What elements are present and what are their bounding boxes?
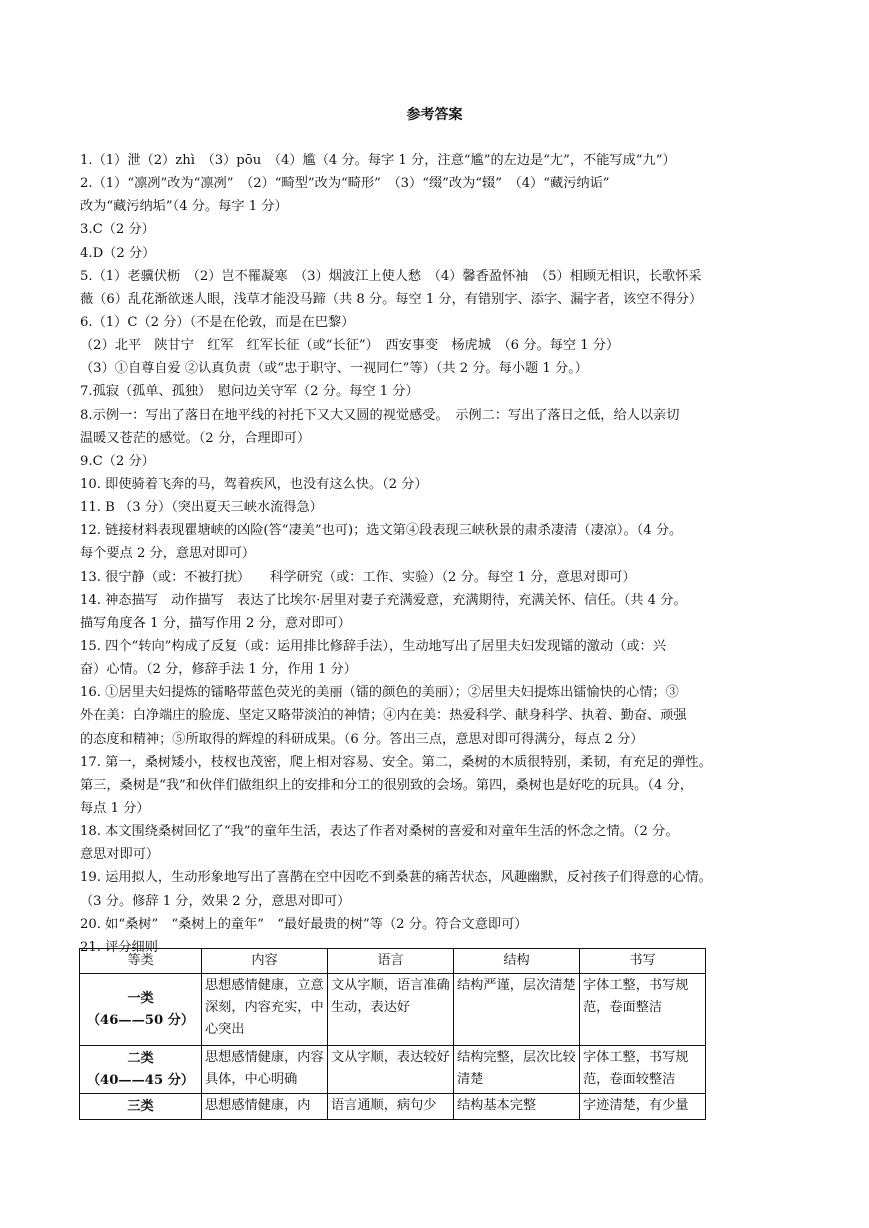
- language-cell: [328, 1046, 454, 1094]
- cell-text: 思想感情健康，内容具体，中心明确: [205, 1050, 324, 1087]
- answer-line: 奋）心情。（2 分，修辞手法 1 分，作用 1 分）: [80, 662, 357, 678]
- answer-line: 7.孤寂（孤单、孤独） 慰问边关守军（2 分。每空 1 分）: [80, 384, 419, 400]
- table-row: [80, 974, 706, 1046]
- answer-line: 14. 神态描写 动作描写 表达了比埃尔·居里对妻子充满爱意，充满期待，充满关怀、信任。（共 4 分。: [80, 592, 687, 608]
- answer-line: 12. 链接材料表现瞿塘峡的凶险(答“凄美”也可)；选文第④段表现三峡秋景的肃杀凄清（凄凉）。（4 分。: [80, 523, 683, 539]
- answer-line: 11. B （3 分）（突出夏天三峡水流得急）: [80, 500, 323, 516]
- cell-text: 结构基本完整: [457, 1098, 537, 1113]
- cell-text: 字体工整，书写规范，卷面较整洁: [583, 1050, 689, 1087]
- table-row: [80, 1046, 706, 1094]
- cell-text: 字迹清楚，有少量: [583, 1098, 689, 1113]
- level-cell: [80, 974, 202, 1046]
- answer-line: 13. 很宁静（或：不被打扰） 科学研究（或：工作、实验）（2 分。每空 1 分，意思对即可）: [80, 569, 636, 585]
- answer-line: 18. 本文围绕桑树回忆了“我”的童年生活，表达了作者对桑树的喜爱和对童年生活的怀念之情。（2 分。: [80, 824, 679, 840]
- structure-cell: [454, 974, 580, 1046]
- answer-line: 10. 即使骑着飞奔的马，驾着疾风，也没有这么快。（2 分）: [80, 476, 428, 492]
- cell-text: 结构严谨，层次清楚: [457, 978, 576, 993]
- level-name: 三类: [127, 1098, 154, 1114]
- answer-line: 21. 评分细则: [80, 939, 158, 955]
- answer-line: 意思对即可）: [80, 847, 160, 863]
- scoring-table: [79, 948, 706, 1120]
- answer-line: （3 分。修辞 1 分，效果 2 分，意思对即可）: [80, 893, 351, 909]
- answer-line: 外在美：白净端庄的脸庞、坚定又略带淡泊的神情；④内在美：热爱科学、献身科学、执着、勤奋、顽强: [80, 708, 687, 724]
- answer-line: 第三，桑树是“我”和伙伴们做组织上的安排和分工的很别致的会场。第四，桑树也是好吃的玩具。（4 分，: [80, 777, 693, 793]
- answer-line: 19. 运用拟人，生动形象地写出了喜鹊在空中因吃不到桑葚的痛苦状态，风趣幽默，反衬孩子们得意的心情。: [80, 870, 712, 886]
- answer-line: 改为“藏污纳垢”（4 分。每字 1 分）: [80, 199, 288, 215]
- table-row: [80, 1094, 706, 1120]
- level-cell: [80, 1094, 202, 1120]
- answer-line: 16. ①居里夫妇提炼的镭略带蓝色荧光的美丽（镭的颜色的美丽）；②居里夫妇提炼出镭愉快的心情；③: [80, 685, 679, 701]
- answer-line: 温暖又苍茫的感觉。（2 分，合理即可）: [80, 430, 311, 446]
- level-cell: [80, 1046, 202, 1094]
- header-content: 内容: [202, 949, 328, 974]
- level-name: 一类: [127, 990, 154, 1006]
- cell-text: 思想感情健康，立意深刻，内容充实，中心突出: [205, 978, 324, 1037]
- content-cell: [202, 1046, 328, 1094]
- answer-line: 的态度和精神；⑤所取得的辉煌的科研成果。（6 分。答出三点，意思对即可得满分，每点 2 分）: [80, 731, 644, 747]
- cell-text: 文从字顺，语言准确生动，表达好: [331, 978, 450, 1015]
- level-name: 二类: [127, 1050, 154, 1066]
- answer-line: 薇（6）乱花渐欲迷人眼，浅草才能没马蹄（共 8 分。每空 1 分，有错别字、添字、漏字者，该空不得分）: [80, 291, 703, 307]
- cell-text: 语言通顺，病句少: [331, 1098, 437, 1113]
- writing-cell: [580, 1094, 706, 1120]
- level-range: （40——45 分）: [86, 1072, 195, 1088]
- answer-line: （2）北平 陕甘宁 红军 红军长征（或“长征”） 西安事变 杨虎城 （6 分。每空 1 分）: [80, 338, 620, 354]
- answer-line: 3.C（2 分）: [80, 222, 155, 238]
- answer-lines: [80, 149, 800, 959]
- answer-line: 1.（1）泄（2）zhì （3）pōu （4）尴（4 分。每字 1 分，注意“尴”的左边是“尢”，不能写成“九”）: [80, 153, 676, 168]
- level-range: （46——50 分）: [86, 1012, 195, 1028]
- answer-line: 17. 第一，桑树矮小，枝杈也茂密，爬上相对容易、安全。第二，桑树的木质很特别，柔韧，有充足的弹性。: [80, 754, 712, 770]
- answer-line: 8.示例一：写出了落日在地平线的衬托下又大又圆的视觉感受。 示例二：写出了落日之低，给人以亲切: [80, 407, 680, 423]
- header-structure: 结构: [454, 949, 580, 974]
- cell-text: 文从字顺，表达较好: [331, 1050, 450, 1065]
- answer-line: 描写角度各 1 分，描写作用 2 分，意对即可）: [80, 615, 351, 631]
- structure-cell: [454, 1046, 580, 1094]
- writing-cell: [580, 974, 706, 1046]
- cell-text: 结构完整，层次比较清楚: [457, 1050, 576, 1087]
- language-cell: [328, 974, 454, 1046]
- writing-cell: [580, 1046, 706, 1094]
- answer-line: （3）①自尊自爱 ②认真负责（或“忠于职守、一视同仁”等）（共 2 分。每小题 1 分。）: [80, 361, 588, 377]
- header-writing: 书写: [580, 949, 706, 974]
- answer-line: 每点 1 分）: [80, 800, 150, 816]
- cell-text: 字体工整，书写规范，卷面整洁: [583, 978, 689, 1015]
- answer-line: 20. 如“桑树” “桑树上的童年” “最好最贵的树”等（2 分。符合文意即可）: [80, 916, 528, 932]
- header-level: 等类: [80, 949, 202, 974]
- content-cell: [202, 974, 328, 1046]
- structure-cell: [454, 1094, 580, 1120]
- table-header-row: [80, 949, 706, 974]
- content-cell: [202, 1094, 328, 1120]
- language-cell: [328, 1094, 454, 1120]
- header-language: 语言: [328, 949, 454, 974]
- cell-text: 思想感情健康，内: [205, 1098, 311, 1113]
- page-title: 参考答案: [406, 107, 463, 123]
- answer-line: 9.C（2 分）: [80, 453, 155, 469]
- answer-line: 15. 四个“转向”构成了反复（或：运用排比修辞手法），生动地写出了居里夫妇发现镭的激动（或：兴: [80, 638, 666, 654]
- answer-line: 6.（1）C（2 分）（不是在伦敦，而是在巴黎）: [80, 314, 355, 330]
- answer-line: 5.（1）老骥伏枥 （2）岂不罹凝寒 （3）烟波江上使人愁 （4）馨香盈怀袖 （5）相顾无相识，长歌怀采: [80, 268, 702, 284]
- answer-line: 每个要点 2 分，意思对即可）: [80, 546, 256, 562]
- answer-line: 2.（1）“凛冽”改为“凛冽” （2）“畸型”改为“畸形” （3）“缀”改为“辍” （4）“藏污纳诟”: [80, 176, 610, 192]
- answer-line: 4.D（2 分）: [80, 245, 156, 261]
